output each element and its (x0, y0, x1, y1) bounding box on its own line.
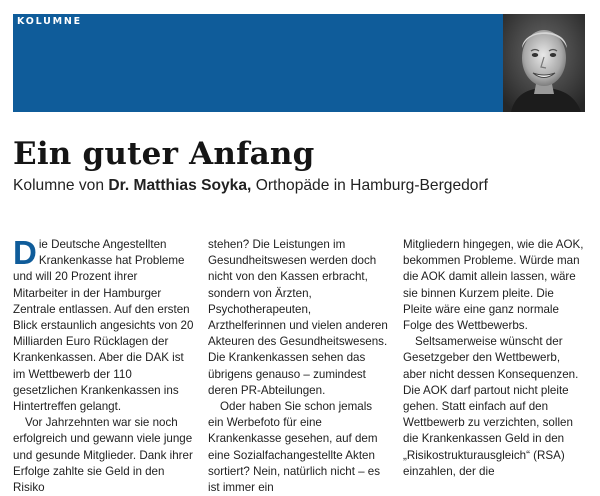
paragraph-text: ie Deutsche Angestellten Krankenkasse hat Probleme und will 20 Prozent ihrer Mitarbeiter in der Hamburger Zentrale entlassen. Auf den ersten Blick erstaunlich angesichts von 20 Milliarden Euro Rücklagen der Krankenkassen. Aber die DAK ist im Wettbewerb der 110 gesetzlichen Krankenkassen ins Hintertreffen gelangt. (13, 238, 194, 414)
page-title: Ein guter Anfang (13, 136, 315, 172)
paragraph: Oder haben Sie schon jemals ein Werbefoto für eine Krankenkasse gesehen, auf dem eine Sozialfachangestellte Akten sortiert? Nein, natürlich nicht – es ist immer ein (208, 400, 381, 495)
author-portrait-icon (503, 14, 585, 112)
paragraph (13, 234, 195, 415)
subtitle-byline (13, 177, 488, 195)
paragraph: Vor Jahrzehnten war sie noch erfolgreich und gewann viele junge und gesunde Mitglieder. Dank ihrer Erfolge zahlte sie Geld in den Risiko (13, 416, 193, 495)
paragraph: Mitgliedern hingegen, wie die AOK, bekommen Probleme. Würde man die AOK damit allein lassen, wäre sie binnen Kurzem pleite. Die Pleite wäre eine ganz normale Folge des Wettbewerbs. (403, 238, 584, 333)
byline-prefix: Kolumne von (13, 177, 109, 194)
article-column-3 (403, 237, 585, 478)
author-name: Dr. Matthias Soyka, (108, 177, 252, 194)
article-column-2 (208, 237, 390, 495)
kolumne-banner (13, 14, 503, 112)
author-role: Orthopäde in Hamburg-Bergedorf (251, 177, 488, 194)
section-label: KOLUMNE (17, 16, 82, 27)
drop-cap: D (13, 234, 37, 271)
paragraph: Seltsamerweise wünscht der Gesetzgeber den Wettbewerb, aber nicht dessen Konsequenzen. Die AOK darf partout nicht pleite gehen. Statt einfach auf den Wettbewerb zu verzichten, sollen die Krankenkassen Geld in den „Risikostrukturausgleich“ (RSA) einzahlen, der die (403, 335, 579, 478)
author-photo (503, 14, 585, 112)
article-column-1 (13, 234, 195, 495)
paragraph: stehen? Die Leistungen im Gesundheitswesen werden doch nicht von den Kassen erbracht, sondern von Ärzten, Psychotherapeuten, Arzthelferinnen und vielen anderen Akteuren des Gesundheitswesens. Die Krankenkassen sehen das übrigens genauso – zumindest deren PR-Abteilungen. (208, 238, 388, 397)
